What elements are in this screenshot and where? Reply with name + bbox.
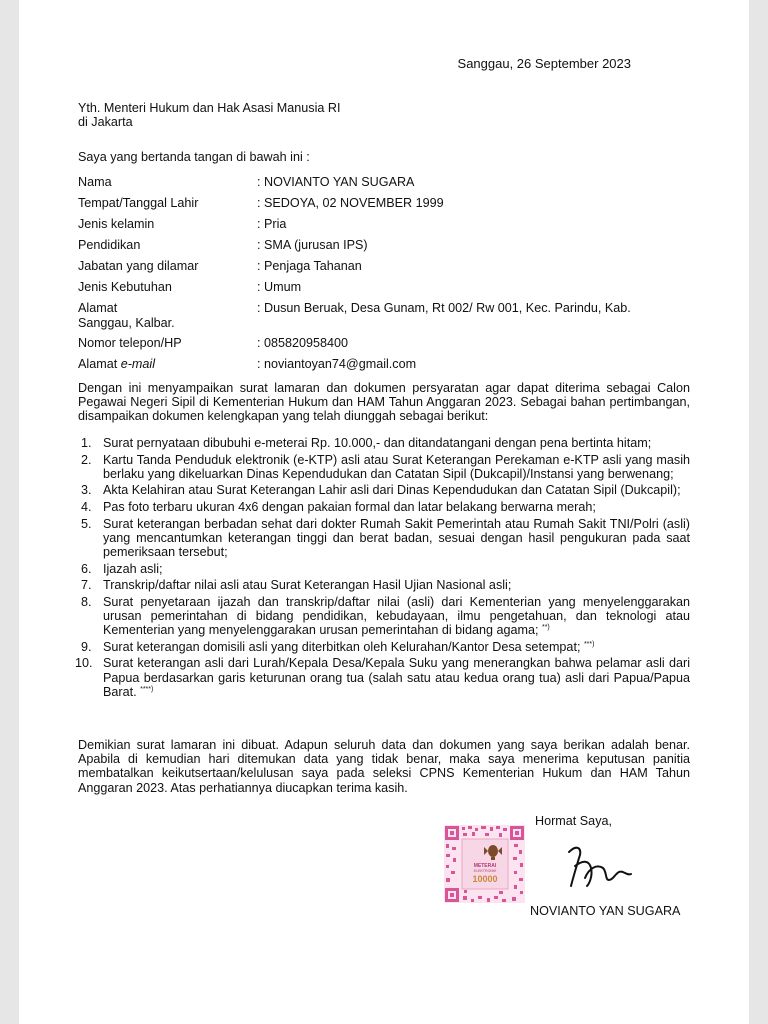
item-text: Surat pernyataan dibubuhi e-meterai Rp. 10.000,- dan ditandatangani dengan pena bertinta hitam; — [103, 436, 652, 450]
field-label: Jenis kelamin — [78, 217, 155, 231]
email-label-prefix: Alamat — [78, 357, 121, 371]
list-item — [78, 453, 690, 481]
field-row — [78, 196, 690, 217]
field-label: Jenis Kebutuhan — [78, 280, 172, 294]
field-row — [78, 175, 690, 196]
applicant-fields — [78, 175, 690, 378]
field-label — [78, 357, 155, 371]
field-label: Nomor telepon/HP — [78, 336, 182, 350]
email-value: : noviantoyan74@gmail.com — [257, 357, 417, 371]
field-value: : SEDOYA, 02 NOVEMBER 1999 — [257, 196, 444, 210]
item-number: 3. — [81, 483, 92, 498]
item-text: Surat keterangan berbadan sehat dari dokter Rumah Sakit Pemerintah atau Rumah Sakit TNI/Polri (asli) yang mencantumkan keterangan tinggi dan berat badan, sesuai dengan hasil pengukuran pada saat pemeriksaan tersebut; — [103, 516, 690, 559]
list-item — [75, 656, 690, 699]
item-number: 10. — [75, 656, 93, 671]
closing-paragraph: Demikian surat lamaran ini dibuat. Adapun seluruh data dan dokumen yang saya berikan adalah benar. Apabila di kemudian hari ditemukan data yang tidak benar, maka saya menerima keputusan panitia membatalkan keikutsertaan/kelulusan saya pada seleksi CPNS Kementerian Hukum dan HAM Tahun Anggaran 2023. Atas perhatiannya diucapkan terima kasih. — [78, 738, 690, 795]
item-text: Akta Kelahiran atau Surat Keterangan Lahir asli dari Dinas Kependudukan dan Catatan Sipil (Dukcapil); — [103, 483, 681, 498]
item-number: 6. — [81, 561, 92, 576]
footnote-marker: **) — [541, 624, 550, 632]
requirements-list — [75, 436, 690, 701]
item-text: Kartu Tanda Penduduk elektronik (e-KTP) asli atau Surat Keterangan Perekaman e-KTP asli yang masih berlaku yang dikeluarkan Dinas Kependudukan dan Catatan Sipil (Dukcapil)/Instansi yang berwenang; — [103, 452, 690, 481]
item-text: Surat keterangan domisili asli yang diterbitkan oleh Kelurahan/Kantor Desa setempat; — [103, 639, 581, 654]
field-row — [78, 217, 690, 238]
list-item — [78, 517, 690, 560]
field-value: : Pria — [257, 217, 287, 231]
addressee-block — [78, 101, 690, 129]
list-item — [78, 595, 690, 638]
item-number: 4. — [81, 499, 92, 514]
stamp-label-1: METERAI — [473, 863, 497, 869]
footnote-marker: ***) — [583, 640, 595, 648]
field-value: : Penjaga Tahanan — [257, 259, 362, 273]
field-value: : 085820958400 — [257, 336, 349, 350]
email-label-italic: e-mail — [120, 357, 155, 371]
addressee-line2: di Jakarta — [78, 115, 133, 130]
item-number: 8. — [81, 594, 92, 609]
item-number: 9. — [81, 639, 92, 654]
opening-paragraph: Dengan ini menyampaikan surat lamaran dan dokumen persyaratan agar dapat diterima sebagai Calon Pegawai Negeri Sipil di Kementerian Hukum dan HAM Tahun Anggaran 2023. Sebagai bahan pertimbangan, disampaikan dokumen kelengkapan yang telah diunggah sebagai berikut: — [78, 381, 690, 424]
item-text: Surat penyetaraan ijazah dan transkrip/daftar nilai (asli) dari Kementerian yang menyelenggarakan urusan pemerintahan di bidang pendidikan, kebudayaan, ilmu pengetahuan, dan teknologi atau Kementerian yang menyelenggarakan urusan pemerintahan di bidang agama; — [103, 594, 690, 638]
addressee-line1: Yth. Menteri Hukum dan Hak Asasi Manusia RI — [78, 101, 341, 115]
field-row — [78, 357, 690, 378]
e-meterai-stamp-icon — [444, 825, 525, 903]
list-item — [78, 500, 690, 514]
field-label: Alamat — [78, 301, 118, 315]
field-value: : NOVIANTO YAN SUGARA — [257, 175, 415, 189]
field-label: Nama — [78, 175, 112, 189]
stamp-amount: 10000 — [472, 874, 498, 884]
signature-icon — [559, 838, 637, 894]
item-number: 7. — [81, 578, 92, 593]
field-row — [78, 259, 690, 280]
field-value: : Dusun Beruak, Desa Gunam, Rt 002/ Rw 001, Kec. Parindu, Kab. — [257, 301, 631, 315]
item-text: Ijazah asli; — [103, 561, 163, 576]
closing-greeting: Hormat Saya, — [535, 814, 612, 828]
footnote-marker: ****) — [140, 685, 154, 693]
intro-text: Saya yang bertanda tangan di bawah ini : — [78, 150, 310, 164]
list-item — [78, 578, 690, 592]
signatory-name: NOVIANTO YAN SUGARA — [530, 904, 681, 918]
list-item — [78, 562, 690, 576]
item-number: 5. — [81, 516, 92, 531]
field-value: : Umum — [257, 280, 302, 294]
stamp-label-2: ELEKTRONIK — [473, 869, 497, 873]
item-number: 2. — [81, 452, 92, 467]
list-item — [78, 483, 690, 497]
item-text: Pas foto terbaru ukuran 4x6 dengan pakaian formal dan latar belakang berwarna merah; — [103, 499, 596, 514]
field-row-address — [78, 301, 690, 336]
field-row — [78, 280, 690, 301]
list-item — [78, 640, 690, 654]
list-item — [78, 436, 690, 450]
field-label: Tempat/Tanggal Lahir — [78, 196, 199, 210]
address-continuation: Sanggau, Kalbar. — [78, 316, 175, 330]
field-row — [78, 238, 690, 259]
letter-page — [19, 0, 749, 1024]
item-number: 1. — [81, 436, 92, 450]
field-label: Jabatan yang dilamar — [78, 259, 199, 273]
field-value: : SMA (jurusan IPS) — [257, 238, 368, 252]
item-text: Transkrip/daftar nilai asli atau Surat Keterangan Hasil Ujian Nasional asli; — [103, 578, 512, 593]
field-row — [78, 336, 690, 357]
place-date: Sanggau, 26 September 2023 — [457, 56, 631, 71]
item-text: Surat keterangan asli dari Lurah/Kepala Desa/Kepala Suku yang menerangkan bahwa pelamar asli dari Papua berdasarkan garis keturunan orang tua (salah satu atau kedua orang tua) asli dari Papua/Papua Barat. — [103, 656, 690, 699]
field-label: Pendidikan — [78, 238, 141, 252]
